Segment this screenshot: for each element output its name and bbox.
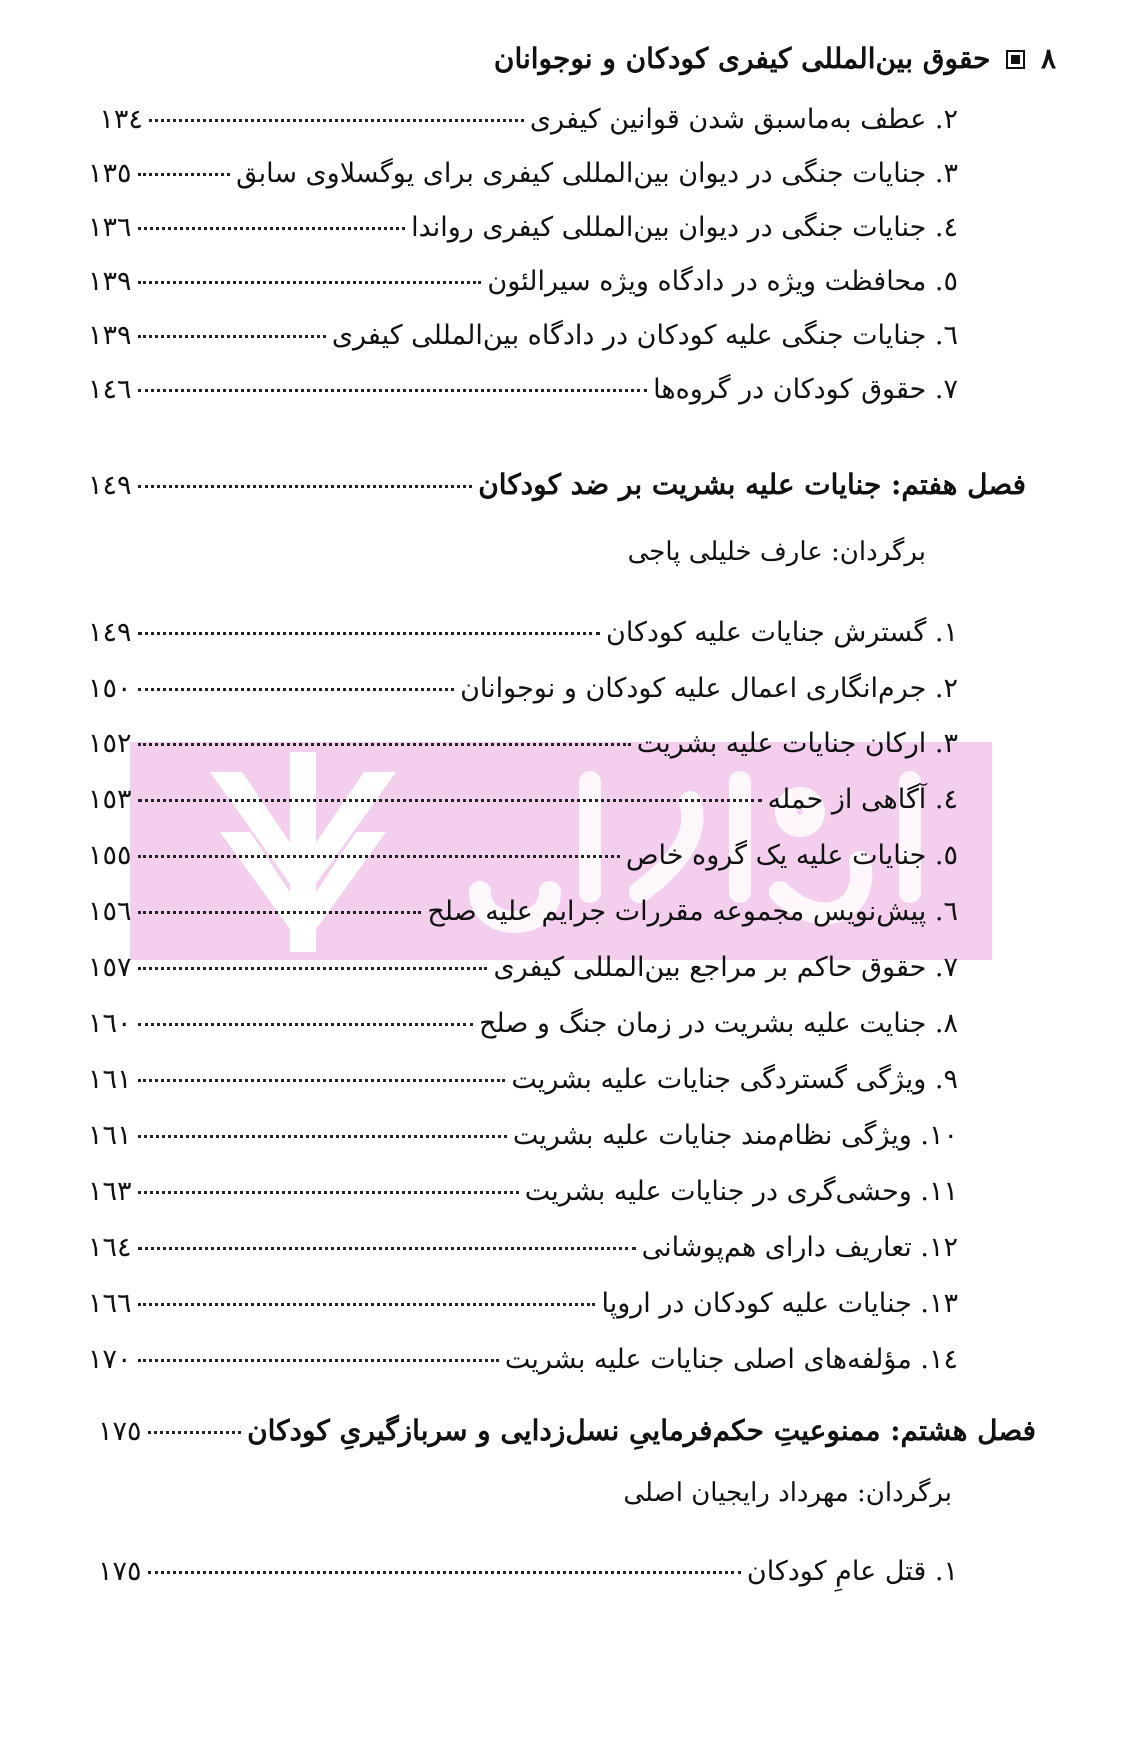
toc-entry-page: ١٣٤ xyxy=(99,104,143,135)
toc-entry-page: ١٥٦ xyxy=(88,896,132,927)
toc-entry[interactable] xyxy=(88,728,958,759)
toc-entry[interactable] xyxy=(88,617,958,648)
dot-leader xyxy=(138,1246,636,1250)
toc-entry-page: ١٤٦ xyxy=(88,374,132,405)
toc-entry[interactable] xyxy=(88,1288,958,1319)
dot-leader xyxy=(138,798,762,802)
toc-entry-title: ٩. ویژگی گستردگی جنایات علیه بشریت xyxy=(511,1064,958,1095)
toc-entry-page: ١٣٥ xyxy=(88,158,132,189)
dot-leader xyxy=(138,910,422,914)
square-bullet-icon xyxy=(1006,50,1025,69)
toc-entry-page: ١٦٤ xyxy=(88,1232,132,1263)
toc-entry-title: ٤. جنایات جنگی در دیوان بین‌المللی کیفری رواندا xyxy=(411,212,958,243)
toc-entry[interactable] xyxy=(88,896,958,927)
toc-entry-page: ١٧٠ xyxy=(88,1344,132,1375)
toc-entry-title: ٨. جنایت علیه بشریت در زمان جنگ و صلح xyxy=(479,1008,958,1039)
toc-entry-page: ١٦١ xyxy=(88,1064,132,1095)
toc-entry[interactable] xyxy=(88,784,958,815)
toc-entry-page: ١٦٣ xyxy=(88,1176,132,1207)
toc-entry-title: ٤. آگاهی از حمله xyxy=(767,784,958,815)
toc-entry-title: ١٣. جنایات علیه کودکان در اروپا xyxy=(601,1288,958,1319)
header-page-number: ٨ xyxy=(1040,42,1056,75)
toc-entry-page: ١٤٩ xyxy=(88,617,132,648)
chapter-title: فصل هشتم: ممنوعیتِ حکم‌فرماییِ نسل‌زدایی و سربازگیریِ کودکان xyxy=(247,1414,1036,1447)
toc-entry-page: ١٦٠ xyxy=(88,1008,132,1039)
dot-leader xyxy=(138,1302,596,1306)
chapter-heading[interactable] xyxy=(88,468,1026,501)
toc-entry[interactable] xyxy=(88,374,958,405)
toc-entry-title: ٧. حقوق حاکم بر مراجع بین‌المللی کیفری xyxy=(493,952,958,983)
dot-leader xyxy=(138,172,231,176)
toc-entry[interactable] xyxy=(88,158,958,189)
toc-entry-title: ٣. جنایات جنگی در دیوان بین‌المللی کیفری برای یوگسلاوی سابق xyxy=(236,158,958,189)
toc-entry-page: ١٥٥ xyxy=(88,840,132,871)
toc-entry-page: ١٧٥ xyxy=(98,1556,142,1587)
toc-entry[interactable] xyxy=(88,840,958,871)
toc-entry[interactable] xyxy=(88,104,958,135)
toc-entry-title: ٦. پیش‌نویس مجموعه مقررات جرایم علیه صلح xyxy=(427,896,958,927)
dot-leader xyxy=(138,1022,473,1026)
toc-entry-title: ١٤. مؤلفه‌های اصلی جنایات علیه بشریت xyxy=(504,1344,958,1375)
toc-entry[interactable] xyxy=(88,1232,958,1263)
toc-entry[interactable] xyxy=(88,1344,958,1375)
chapter-title: فصل هفتم: جنایات علیه بشریت بر ضد کودکان xyxy=(478,468,1026,501)
toc-entry-title: ٧. حقوق کودکان در گروه‌ها xyxy=(653,374,958,405)
dot-leader xyxy=(148,1430,242,1434)
toc-entry-title: ٥. محافظت ویژه در دادگاه ویژه سیرالئون xyxy=(487,266,958,297)
toc-entry-page: ١٦١ xyxy=(88,1120,132,1151)
toc-entry-title: ١. قتل عامِ کودکان xyxy=(746,1556,958,1587)
toc-entry-title: ٦. جنایات جنگی علیه کودکان در دادگاه بین‌المللی کیفری xyxy=(331,320,958,351)
toc-entry-title: ٣. ارکان جنایات علیه بشریت xyxy=(636,728,958,759)
dot-leader xyxy=(138,687,455,691)
toc-entry-title: ١. گسترش جنایات علیه کودکان xyxy=(605,617,958,648)
toc-entry-title: ١٢. تعاریف دارای هم‌پوشانی xyxy=(641,1232,958,1263)
dot-leader xyxy=(138,1134,507,1138)
toc-entry-title: ٥. جنایات علیه یک گروه خاص xyxy=(625,840,958,871)
toc-entry[interactable] xyxy=(88,1120,958,1151)
dot-leader xyxy=(138,388,648,392)
dot-leader xyxy=(138,1190,519,1194)
toc-entry[interactable] xyxy=(88,320,958,351)
chapter-heading[interactable] xyxy=(98,1414,1036,1447)
toc-entry[interactable] xyxy=(88,1176,958,1207)
toc-entry-title: ٢. جرم‌انگاری اعمال علیه کودکان و نوجوانان xyxy=(460,673,958,704)
toc-entry[interactable] xyxy=(88,673,958,704)
header-book-title: حقوق بین‌المللی کیفری کودکان و نوجوانان xyxy=(493,42,991,75)
toc-entry-title: ١١. وحشی‌گری در جنایات علیه بشریت xyxy=(524,1176,958,1207)
toc-entry-page: ١٥٣ xyxy=(88,784,132,815)
dot-leader xyxy=(138,631,600,635)
toc-entry[interactable] xyxy=(88,1064,958,1095)
chapter-page: ١٧٥ xyxy=(98,1416,142,1447)
toc-entry-title: ٢. عطف به‌ماسبق شدن قوانین کیفری xyxy=(529,104,958,135)
dot-leader xyxy=(138,280,482,284)
toc-entry[interactable] xyxy=(98,1556,958,1587)
toc-entry-page: ١٣٩ xyxy=(88,320,132,351)
translator-credit: برگردان: مهرداد رایجیان اصلی xyxy=(623,1478,952,1508)
dot-leader xyxy=(138,1078,506,1082)
chapter-page: ١٤٩ xyxy=(88,470,132,501)
toc-entry-page: ١٥٢ xyxy=(88,728,132,759)
dot-leader xyxy=(148,1570,741,1574)
toc-entry-page: ١٣٦ xyxy=(88,212,132,243)
toc-entry-page: ١٥٠ xyxy=(88,673,132,704)
dot-leader xyxy=(149,118,524,122)
toc-entry[interactable] xyxy=(88,1008,958,1039)
dot-leader xyxy=(138,742,631,746)
toc-entry-page: ١٥٧ xyxy=(88,952,132,983)
dot-leader xyxy=(138,226,406,230)
toc-entry[interactable] xyxy=(88,952,958,983)
running-header xyxy=(494,42,1056,75)
toc-entry[interactable] xyxy=(88,212,958,243)
dot-leader xyxy=(138,854,620,858)
dot-leader xyxy=(138,334,326,338)
dot-leader xyxy=(138,966,488,970)
toc-entry[interactable] xyxy=(88,266,958,297)
toc-entry-page: ١٣٩ xyxy=(88,266,132,297)
toc-entry-title: ١٠. ویژگی نظام‌مند جنایات علیه بشریت xyxy=(512,1120,958,1151)
dot-leader xyxy=(138,484,473,488)
translator-credit: برگردان: عارف خلیلی پاجی xyxy=(627,537,926,567)
toc-entry-page: ١٦٦ xyxy=(88,1288,132,1319)
dot-leader xyxy=(138,1358,499,1362)
